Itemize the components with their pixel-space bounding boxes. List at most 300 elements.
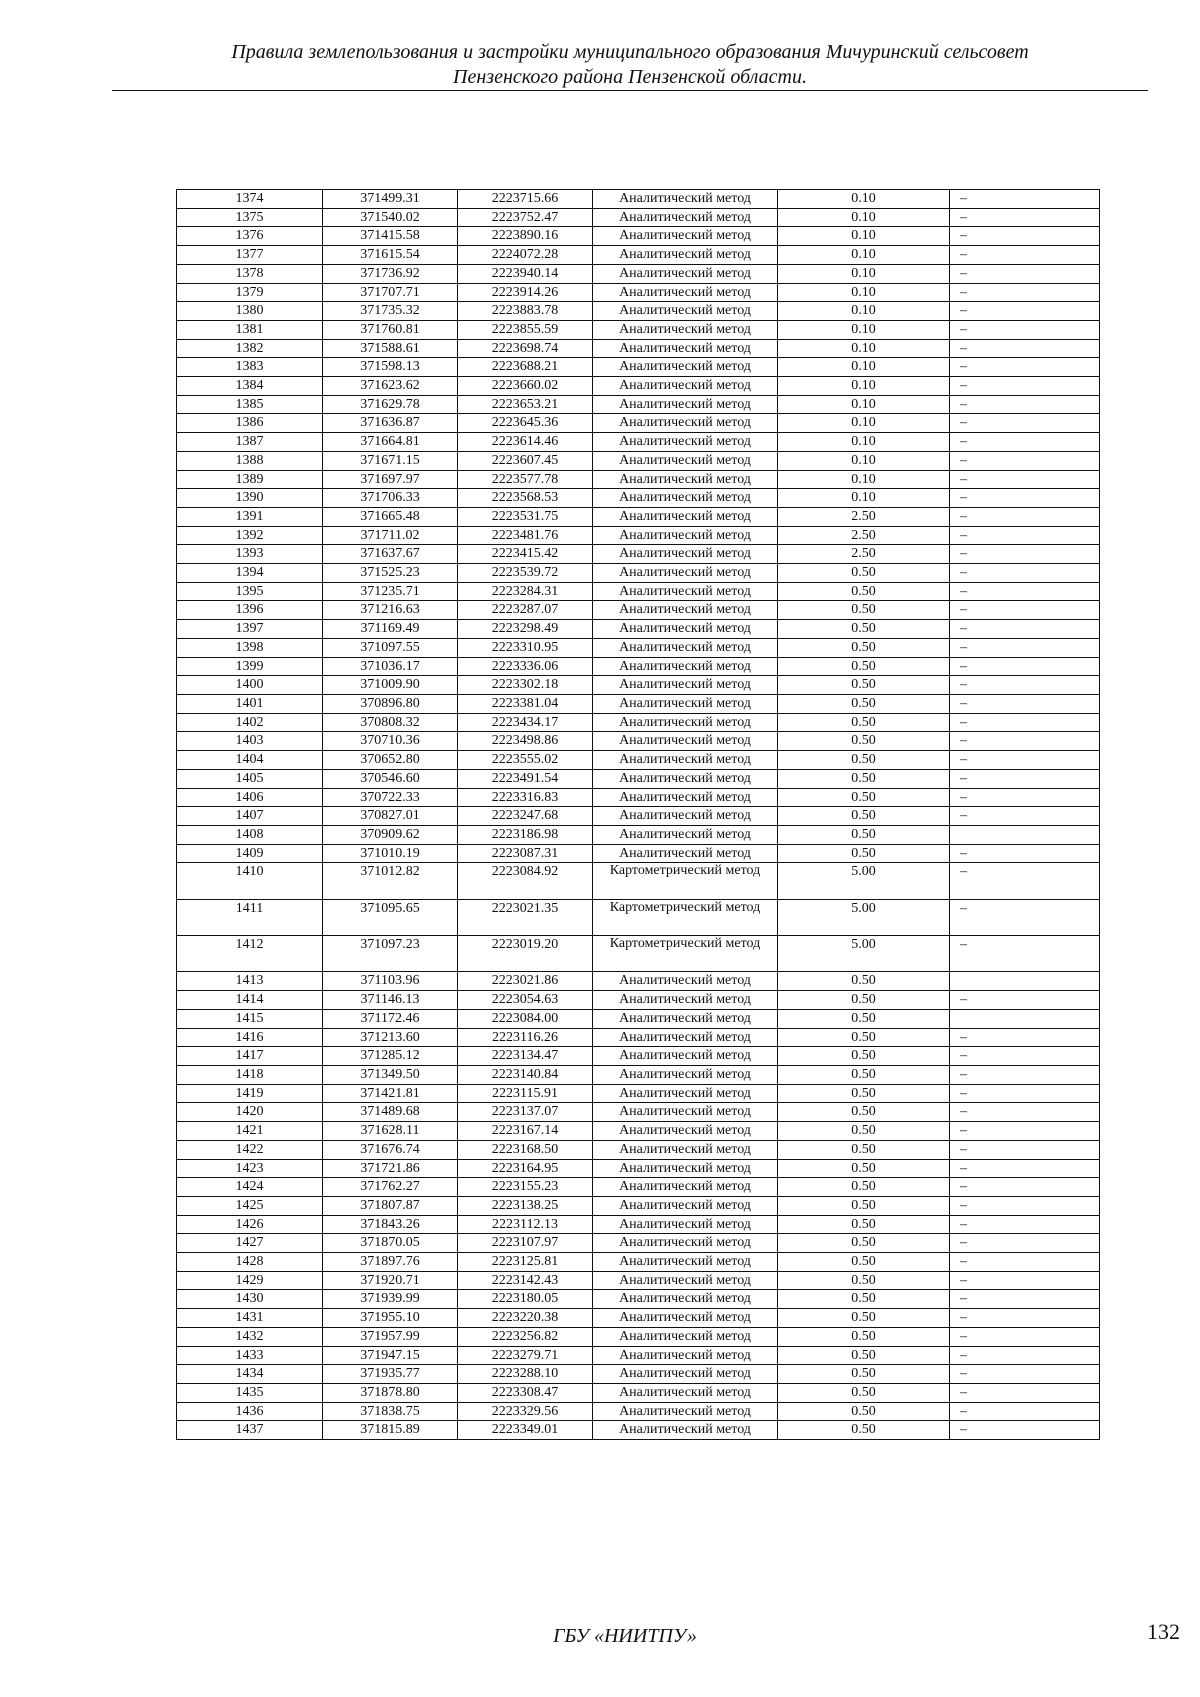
point-number-cell: 1431 (177, 1309, 323, 1328)
note-cell: – (950, 1290, 1100, 1309)
method-cell: Аналитический метод (593, 264, 778, 283)
point-number-cell: 1435 (177, 1383, 323, 1402)
point-number-cell: 1437 (177, 1421, 323, 1440)
x-coordinate-cell: 371697.97 (323, 470, 458, 489)
note-cell: – (950, 526, 1100, 545)
accuracy-cell: 0.10 (778, 190, 950, 209)
method-cell: Аналитический метод (593, 227, 778, 246)
method-cell: Аналитический метод (593, 788, 778, 807)
accuracy-cell: 0.10 (778, 320, 950, 339)
note-cell: – (950, 433, 1100, 452)
note-cell: – (950, 507, 1100, 526)
table-row (177, 227, 1100, 246)
table-row (177, 208, 1100, 227)
x-coordinate-cell: 371957.99 (323, 1327, 458, 1346)
x-coordinate-cell: 371955.10 (323, 1309, 458, 1328)
accuracy-cell: 0.50 (778, 825, 950, 844)
note-cell: – (950, 414, 1100, 433)
method-cell: Аналитический метод (593, 208, 778, 227)
y-coordinate-cell: 2223140.84 (458, 1066, 593, 1085)
accuracy-cell: 0.50 (778, 1047, 950, 1066)
table-row (177, 751, 1100, 770)
note-cell: – (950, 991, 1100, 1010)
point-number-cell: 1401 (177, 694, 323, 713)
x-coordinate-cell: 370722.33 (323, 788, 458, 807)
accuracy-cell: 0.50 (778, 620, 950, 639)
method-cell: Аналитический метод (593, 564, 778, 583)
note-cell: – (950, 638, 1100, 657)
y-coordinate-cell: 2223653.21 (458, 395, 593, 414)
table-row (177, 1365, 1100, 1384)
x-coordinate-cell: 371762.27 (323, 1178, 458, 1197)
header-title-line2: Пензенского района Пензенской области. (453, 66, 807, 88)
table-row (177, 1253, 1100, 1272)
x-coordinate-cell: 370652.80 (323, 751, 458, 770)
accuracy-cell: 0.50 (778, 732, 950, 751)
table-row (177, 1271, 1100, 1290)
table-row (177, 1122, 1100, 1141)
x-coordinate-cell: 371095.65 (323, 899, 458, 935)
y-coordinate-cell: 2223890.16 (458, 227, 593, 246)
x-coordinate-cell: 371636.87 (323, 414, 458, 433)
method-cell: Картометрический метод (593, 936, 778, 972)
x-coordinate-cell: 371623.62 (323, 377, 458, 396)
method-cell: Аналитический метод (593, 302, 778, 321)
accuracy-cell: 0.10 (778, 264, 950, 283)
note-cell: – (950, 1327, 1100, 1346)
accuracy-cell: 0.50 (778, 564, 950, 583)
y-coordinate-cell: 2223308.47 (458, 1383, 593, 1402)
table-row (177, 302, 1100, 321)
x-coordinate-cell: 371707.71 (323, 283, 458, 302)
note-cell: – (950, 601, 1100, 620)
x-coordinate-cell: 371012.82 (323, 863, 458, 899)
note-cell: – (950, 732, 1100, 751)
point-number-cell: 1411 (177, 899, 323, 935)
y-coordinate-cell: 2223138.25 (458, 1196, 593, 1215)
x-coordinate-cell: 371216.63 (323, 601, 458, 620)
accuracy-cell: 0.10 (778, 208, 950, 227)
method-cell: Аналитический метод (593, 1066, 778, 1085)
table-row (177, 899, 1100, 935)
x-coordinate-cell: 371843.26 (323, 1215, 458, 1234)
accuracy-cell: 0.10 (778, 339, 950, 358)
y-coordinate-cell: 2223137.07 (458, 1103, 593, 1122)
note-cell: – (950, 936, 1100, 972)
note-cell: – (950, 769, 1100, 788)
table-row (177, 451, 1100, 470)
accuracy-cell: 0.10 (778, 283, 950, 302)
table-row (177, 844, 1100, 863)
point-number-cell: 1395 (177, 582, 323, 601)
point-number-cell: 1417 (177, 1047, 323, 1066)
x-coordinate-cell: 371235.71 (323, 582, 458, 601)
x-coordinate-cell: 371815.89 (323, 1421, 458, 1440)
table-row (177, 358, 1100, 377)
accuracy-cell: 0.10 (778, 451, 950, 470)
table-row (177, 1309, 1100, 1328)
point-number-cell: 1385 (177, 395, 323, 414)
accuracy-cell: 2.50 (778, 545, 950, 564)
point-number-cell: 1399 (177, 657, 323, 676)
y-coordinate-cell: 2223180.05 (458, 1290, 593, 1309)
note-cell: – (950, 1309, 1100, 1328)
accuracy-cell: 0.50 (778, 1383, 950, 1402)
point-number-cell: 1429 (177, 1271, 323, 1290)
point-number-cell: 1434 (177, 1365, 323, 1384)
point-number-cell: 1414 (177, 991, 323, 1010)
table-row (177, 676, 1100, 695)
x-coordinate-cell: 371935.77 (323, 1365, 458, 1384)
note-cell: – (950, 246, 1100, 265)
accuracy-cell: 0.50 (778, 1028, 950, 1047)
point-number-cell: 1408 (177, 825, 323, 844)
note-cell: – (950, 899, 1100, 935)
x-coordinate-cell: 371807.87 (323, 1196, 458, 1215)
y-coordinate-cell: 2223256.82 (458, 1327, 593, 1346)
x-coordinate-cell: 371665.48 (323, 507, 458, 526)
accuracy-cell: 0.50 (778, 1234, 950, 1253)
accuracy-cell: 0.50 (778, 991, 950, 1010)
note-cell: – (950, 1066, 1100, 1085)
x-coordinate-cell: 371010.19 (323, 844, 458, 863)
method-cell: Аналитический метод (593, 283, 778, 302)
note-cell: – (950, 564, 1100, 583)
x-coordinate-cell: 371615.54 (323, 246, 458, 265)
x-coordinate-cell: 371146.13 (323, 991, 458, 1010)
y-coordinate-cell: 2223284.31 (458, 582, 593, 601)
accuracy-cell: 0.50 (778, 1084, 950, 1103)
method-cell: Аналитический метод (593, 807, 778, 826)
method-cell: Аналитический метод (593, 1234, 778, 1253)
point-number-cell: 1418 (177, 1066, 323, 1085)
method-cell: Аналитический метод (593, 1009, 778, 1028)
table-row (177, 1047, 1100, 1066)
y-coordinate-cell: 2223287.07 (458, 601, 593, 620)
method-cell: Аналитический метод (593, 1103, 778, 1122)
x-coordinate-cell: 371540.02 (323, 208, 458, 227)
note-cell: – (950, 1253, 1100, 1272)
table-row (177, 1178, 1100, 1197)
y-coordinate-cell: 2223434.17 (458, 713, 593, 732)
accuracy-cell: 0.50 (778, 1253, 950, 1272)
note-cell: – (950, 1140, 1100, 1159)
footer-org: ГБУ «НИИТПУ» (553, 1625, 697, 1647)
y-coordinate-cell: 2223186.98 (458, 825, 593, 844)
y-coordinate-cell: 2223531.75 (458, 507, 593, 526)
accuracy-cell: 5.00 (778, 899, 950, 935)
point-number-cell: 1402 (177, 713, 323, 732)
accuracy-cell: 0.50 (778, 582, 950, 601)
note-cell: – (950, 844, 1100, 863)
accuracy-cell: 0.10 (778, 414, 950, 433)
note-cell: – (950, 620, 1100, 639)
note-cell: – (950, 358, 1100, 377)
y-coordinate-cell: 2223614.46 (458, 433, 593, 452)
point-number-cell: 1416 (177, 1028, 323, 1047)
note-cell: – (950, 302, 1100, 321)
point-number-cell: 1382 (177, 339, 323, 358)
note-cell (950, 972, 1100, 991)
x-coordinate-cell: 371097.55 (323, 638, 458, 657)
table-row (177, 564, 1100, 583)
method-cell: Аналитический метод (593, 713, 778, 732)
y-coordinate-cell: 2223498.86 (458, 732, 593, 751)
method-cell: Аналитический метод (593, 377, 778, 396)
accuracy-cell: 0.50 (778, 807, 950, 826)
method-cell: Аналитический метод (593, 694, 778, 713)
x-coordinate-cell: 370827.01 (323, 807, 458, 826)
method-cell: Аналитический метод (593, 1290, 778, 1309)
x-coordinate-cell: 370909.62 (323, 825, 458, 844)
method-cell: Аналитический метод (593, 844, 778, 863)
header-rule (112, 90, 1148, 91)
method-cell: Аналитический метод (593, 1028, 778, 1047)
y-coordinate-cell: 2223698.74 (458, 339, 593, 358)
method-cell: Аналитический метод (593, 1253, 778, 1272)
y-coordinate-cell: 2223660.02 (458, 377, 593, 396)
x-coordinate-cell: 371947.15 (323, 1346, 458, 1365)
note-cell: – (950, 264, 1100, 283)
y-coordinate-cell: 2223349.01 (458, 1421, 593, 1440)
accuracy-cell: 0.10 (778, 489, 950, 508)
method-cell: Аналитический метод (593, 1159, 778, 1178)
note-cell: – (950, 1271, 1100, 1290)
table-row (177, 972, 1100, 991)
accuracy-cell: 0.10 (778, 433, 950, 452)
method-cell: Аналитический метод (593, 601, 778, 620)
note-cell: – (950, 339, 1100, 358)
y-coordinate-cell: 2223112.13 (458, 1215, 593, 1234)
y-coordinate-cell: 2223336.06 (458, 657, 593, 676)
table-row (177, 788, 1100, 807)
y-coordinate-cell: 2223087.31 (458, 844, 593, 863)
point-number-cell: 1436 (177, 1402, 323, 1421)
y-coordinate-cell: 2223134.47 (458, 1047, 593, 1066)
page-number: 132 (1147, 1619, 1180, 1644)
y-coordinate-cell: 2223279.71 (458, 1346, 593, 1365)
point-number-cell: 1420 (177, 1103, 323, 1122)
accuracy-cell: 0.50 (778, 1215, 950, 1234)
point-number-cell: 1428 (177, 1253, 323, 1272)
accuracy-cell: 0.50 (778, 972, 950, 991)
note-cell: – (950, 320, 1100, 339)
accuracy-cell: 0.50 (778, 1290, 950, 1309)
accuracy-cell: 0.50 (778, 1327, 950, 1346)
accuracy-cell: 5.00 (778, 863, 950, 899)
x-coordinate-cell: 371897.76 (323, 1253, 458, 1272)
table-row (177, 377, 1100, 396)
y-coordinate-cell: 2223019.20 (458, 936, 593, 972)
y-coordinate-cell: 2223142.43 (458, 1271, 593, 1290)
method-cell: Аналитический метод (593, 489, 778, 508)
x-coordinate-cell: 371525.23 (323, 564, 458, 583)
x-coordinate-cell: 370808.32 (323, 713, 458, 732)
method-cell: Аналитический метод (593, 1365, 778, 1384)
point-number-cell: 1425 (177, 1196, 323, 1215)
coordinates-table-body (177, 190, 1100, 1440)
table-row (177, 1103, 1100, 1122)
table-row (177, 283, 1100, 302)
table-row (177, 1346, 1100, 1365)
accuracy-cell: 0.50 (778, 788, 950, 807)
method-cell: Аналитический метод (593, 1196, 778, 1215)
table-row (177, 694, 1100, 713)
point-number-cell: 1423 (177, 1159, 323, 1178)
y-coordinate-cell: 2223155.23 (458, 1178, 593, 1197)
y-coordinate-cell: 2223164.95 (458, 1159, 593, 1178)
method-cell: Аналитический метод (593, 972, 778, 991)
accuracy-cell: 0.50 (778, 1140, 950, 1159)
y-coordinate-cell: 2223688.21 (458, 358, 593, 377)
y-coordinate-cell: 2223555.02 (458, 751, 593, 770)
point-number-cell: 1390 (177, 489, 323, 508)
point-number-cell: 1432 (177, 1327, 323, 1346)
accuracy-cell: 0.10 (778, 470, 950, 489)
y-coordinate-cell: 2223752.47 (458, 208, 593, 227)
x-coordinate-cell: 371736.92 (323, 264, 458, 283)
x-coordinate-cell: 371628.11 (323, 1122, 458, 1141)
point-number-cell: 1433 (177, 1346, 323, 1365)
note-cell: – (950, 788, 1100, 807)
point-number-cell: 1378 (177, 264, 323, 283)
note-cell: – (950, 451, 1100, 470)
point-number-cell: 1375 (177, 208, 323, 227)
x-coordinate-cell: 370546.60 (323, 769, 458, 788)
note-cell: – (950, 1047, 1100, 1066)
point-number-cell: 1376 (177, 227, 323, 246)
point-number-cell: 1392 (177, 526, 323, 545)
y-coordinate-cell: 2223107.97 (458, 1234, 593, 1253)
x-coordinate-cell: 370896.80 (323, 694, 458, 713)
y-coordinate-cell: 2223084.92 (458, 863, 593, 899)
accuracy-cell: 0.50 (778, 1066, 950, 1085)
method-cell: Аналитический метод (593, 1178, 778, 1197)
point-number-cell: 1419 (177, 1084, 323, 1103)
method-cell: Аналитический метод (593, 1140, 778, 1159)
accuracy-cell: 0.50 (778, 1271, 950, 1290)
x-coordinate-cell: 371036.17 (323, 657, 458, 676)
note-cell: – (950, 1196, 1100, 1215)
method-cell: Аналитический метод (593, 991, 778, 1010)
point-number-cell: 1394 (177, 564, 323, 583)
x-coordinate-cell: 371671.15 (323, 451, 458, 470)
table-row (177, 991, 1100, 1010)
table-row (177, 526, 1100, 545)
point-number-cell: 1379 (177, 283, 323, 302)
y-coordinate-cell: 2223115.91 (458, 1084, 593, 1103)
point-number-cell: 1380 (177, 302, 323, 321)
accuracy-cell: 0.50 (778, 676, 950, 695)
table-row (177, 1159, 1100, 1178)
table-row (177, 1009, 1100, 1028)
point-number-cell: 1400 (177, 676, 323, 695)
coordinates-table (176, 189, 1100, 1440)
table-row (177, 601, 1100, 620)
table-row (177, 1196, 1100, 1215)
note-cell: – (950, 863, 1100, 899)
y-coordinate-cell: 2223310.95 (458, 638, 593, 657)
point-number-cell: 1409 (177, 844, 323, 863)
accuracy-cell: 0.50 (778, 1365, 950, 1384)
point-number-cell: 1397 (177, 620, 323, 639)
y-coordinate-cell: 2223568.53 (458, 489, 593, 508)
point-number-cell: 1398 (177, 638, 323, 657)
x-coordinate-cell: 371760.81 (323, 320, 458, 339)
point-number-cell: 1427 (177, 1234, 323, 1253)
y-coordinate-cell: 2223481.76 (458, 526, 593, 545)
table-row (177, 1066, 1100, 1085)
accuracy-cell: 0.10 (778, 395, 950, 414)
table-row (177, 732, 1100, 751)
table-row (177, 414, 1100, 433)
note-cell: – (950, 582, 1100, 601)
method-cell: Аналитический метод (593, 320, 778, 339)
note-cell (950, 825, 1100, 844)
table-row (177, 769, 1100, 788)
accuracy-cell: 0.50 (778, 1346, 950, 1365)
point-number-cell: 1406 (177, 788, 323, 807)
page-header (112, 40, 1148, 90)
point-number-cell: 1403 (177, 732, 323, 751)
accuracy-cell: 0.50 (778, 1178, 950, 1197)
y-coordinate-cell: 2223116.26 (458, 1028, 593, 1047)
note-cell: – (950, 1365, 1100, 1384)
table-row (177, 1215, 1100, 1234)
table-row (177, 1327, 1100, 1346)
y-coordinate-cell: 2223329.56 (458, 1402, 593, 1421)
note-cell: – (950, 227, 1100, 246)
accuracy-cell: 2.50 (778, 507, 950, 526)
y-coordinate-cell: 2223021.35 (458, 899, 593, 935)
y-coordinate-cell: 2223054.63 (458, 991, 593, 1010)
x-coordinate-cell: 371169.49 (323, 620, 458, 639)
x-coordinate-cell: 371721.86 (323, 1159, 458, 1178)
accuracy-cell: 2.50 (778, 526, 950, 545)
method-cell: Аналитический метод (593, 526, 778, 545)
note-cell: – (950, 807, 1100, 826)
y-coordinate-cell: 2223415.42 (458, 545, 593, 564)
point-number-cell: 1404 (177, 751, 323, 770)
x-coordinate-cell: 371097.23 (323, 936, 458, 972)
x-coordinate-cell: 371598.13 (323, 358, 458, 377)
note-cell: – (950, 1402, 1100, 1421)
method-cell: Аналитический метод (593, 246, 778, 265)
x-coordinate-cell: 371588.61 (323, 339, 458, 358)
accuracy-cell: 0.50 (778, 1122, 950, 1141)
accuracy-cell: 0.50 (778, 844, 950, 863)
note-cell: – (950, 713, 1100, 732)
table-row (177, 713, 1100, 732)
note-cell: – (950, 657, 1100, 676)
y-coordinate-cell: 2223607.45 (458, 451, 593, 470)
accuracy-cell: 0.50 (778, 638, 950, 657)
y-coordinate-cell: 2223914.26 (458, 283, 593, 302)
accuracy-cell: 0.50 (778, 713, 950, 732)
x-coordinate-cell: 371172.46 (323, 1009, 458, 1028)
method-cell: Аналитический метод (593, 433, 778, 452)
method-cell: Аналитический метод (593, 1047, 778, 1066)
note-cell: – (950, 694, 1100, 713)
point-number-cell: 1421 (177, 1122, 323, 1141)
y-coordinate-cell: 2223302.18 (458, 676, 593, 695)
note-cell: – (950, 377, 1100, 396)
method-cell: Аналитический метод (593, 451, 778, 470)
note-cell: – (950, 1084, 1100, 1103)
x-coordinate-cell: 371349.50 (323, 1066, 458, 1085)
accuracy-cell: 0.50 (778, 694, 950, 713)
method-cell: Аналитический метод (593, 620, 778, 639)
